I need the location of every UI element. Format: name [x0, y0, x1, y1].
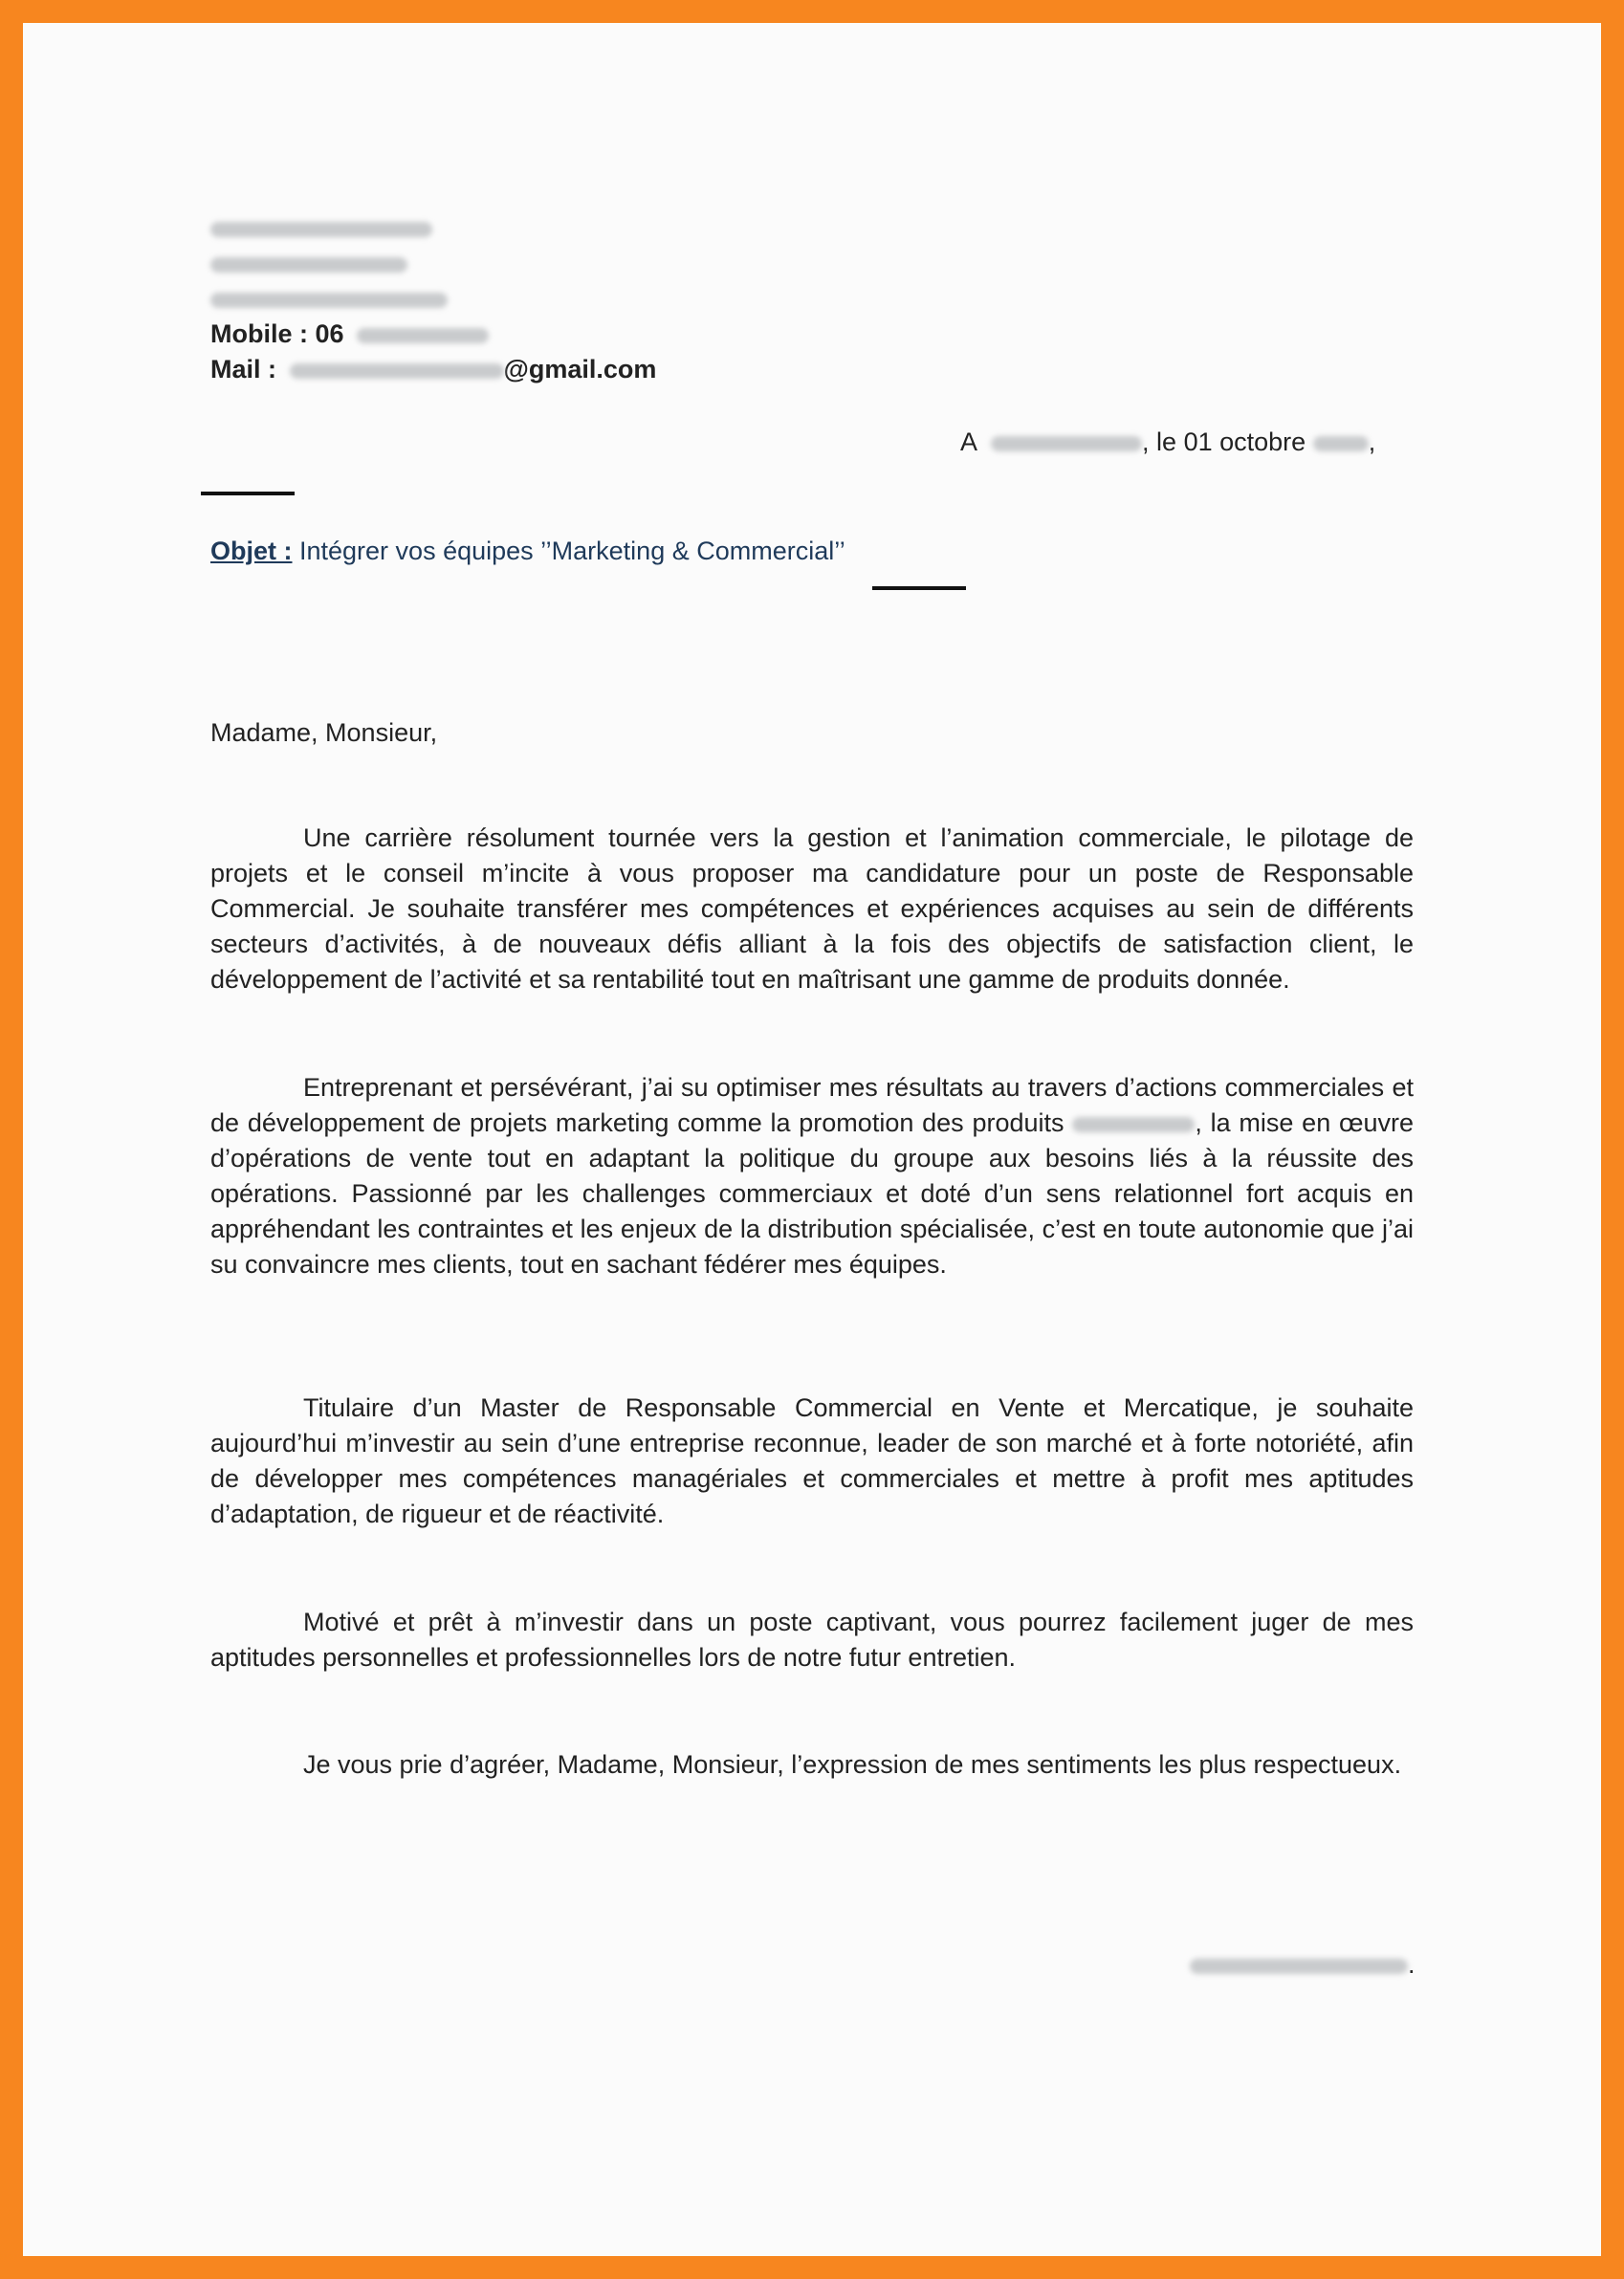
sender-mobile [210, 317, 880, 352]
redacted-year [1313, 436, 1369, 451]
object-line [210, 534, 845, 569]
redacted-name [210, 222, 432, 237]
redacted-phone [357, 328, 489, 343]
sender-city [210, 281, 880, 317]
letter-page [23, 23, 1601, 2256]
redacted-street [210, 257, 407, 273]
date-prefix: A [960, 427, 977, 456]
paragraph-5: Je vous prie d’agréer, Madame, Monsieur, l’expression de mes sentiments les plus respectueux. [303, 1750, 1402, 1779]
signature [1190, 1947, 1416, 1983]
mobile-label: Mobile : 06 [210, 319, 344, 348]
divider-right [872, 586, 966, 590]
paragraph-1: Une carrière résolument tournée vers la gestion et l’animation commerciale, le pilotage de projets et le conseil m’incite à vous proposer ma candidature pour un poste de Responsable Commercial. Je souhaite transférer mes compétences et expériences acquises au sein de différents secteurs d’activités, à de nouveaux défis alliant à la fois des objectifs de satisfaction client, le développement de l’activité et sa rentabilité tout en maîtrisant une gamme de produits donnée. [210, 823, 1414, 994]
divider-left [201, 492, 295, 495]
paragraph-4: Motivé et prêt à m’investir dans un poste captivant, vous pourrez facilement juger de mes aptitudes personnelles et professionnelles lors de notre futur entretien. [210, 1608, 1414, 1672]
object-value: Intégrer vos équipes ’’Marketing & Commercial’’ [292, 537, 845, 565]
date-suffix: , [1368, 427, 1376, 456]
mail-label: Mail : [210, 355, 277, 383]
signature-suffix: . [1408, 1950, 1416, 1979]
redacted-city [210, 293, 448, 308]
sender-street [210, 246, 880, 281]
date-line [960, 425, 1375, 460]
sender-name [210, 210, 880, 246]
redacted-signature [1190, 1959, 1408, 1974]
mail-domain: @gmail.com [503, 355, 657, 383]
sender-block [210, 210, 880, 387]
redacted-product [1072, 1117, 1195, 1132]
salutation: Madame, Monsieur, [210, 718, 438, 747]
paragraph-2-start: Entreprenant et persévérant, j’ai su optimiser mes résultats au travers d’actions commerciales et de développement de projets marketing comme la promotion des produits [210, 1073, 1414, 1137]
redacted-email [290, 363, 504, 379]
object-label: Objet : [210, 537, 293, 565]
paragraph-2-end: , la mise en œuvre d’opérations de vente tout en adaptant la politique du groupe aux besoins liés à la réussite des opérations. Passionné par les challenges commerciaux et doté d’un sens relationnel fort acquis en appréhendant les contraintes et les enjeux de la distribution spécialisée, c’est en toute autonomie que j’ai su convaincre mes clients, tout en sachant fédérer mes équipes. [210, 1108, 1415, 1279]
redacted-place [991, 436, 1142, 451]
date-text: , le 01 octobre [1142, 427, 1306, 456]
sender-mail [210, 352, 880, 387]
paragraph-3: Titulaire d’un Master de Responsable Commercial en Vente et Mercatique, je souhaite aujourd’hui m’investir au sein d’une entreprise reconnue, leader de son marché et à forte notoriété, afin de développer mes compétences managériales et commerciales et mettre à profit mes aptitudes d’adaptation, de rigueur et de réactivité. [210, 1393, 1414, 1528]
paragraph-2 [210, 1070, 1414, 1282]
